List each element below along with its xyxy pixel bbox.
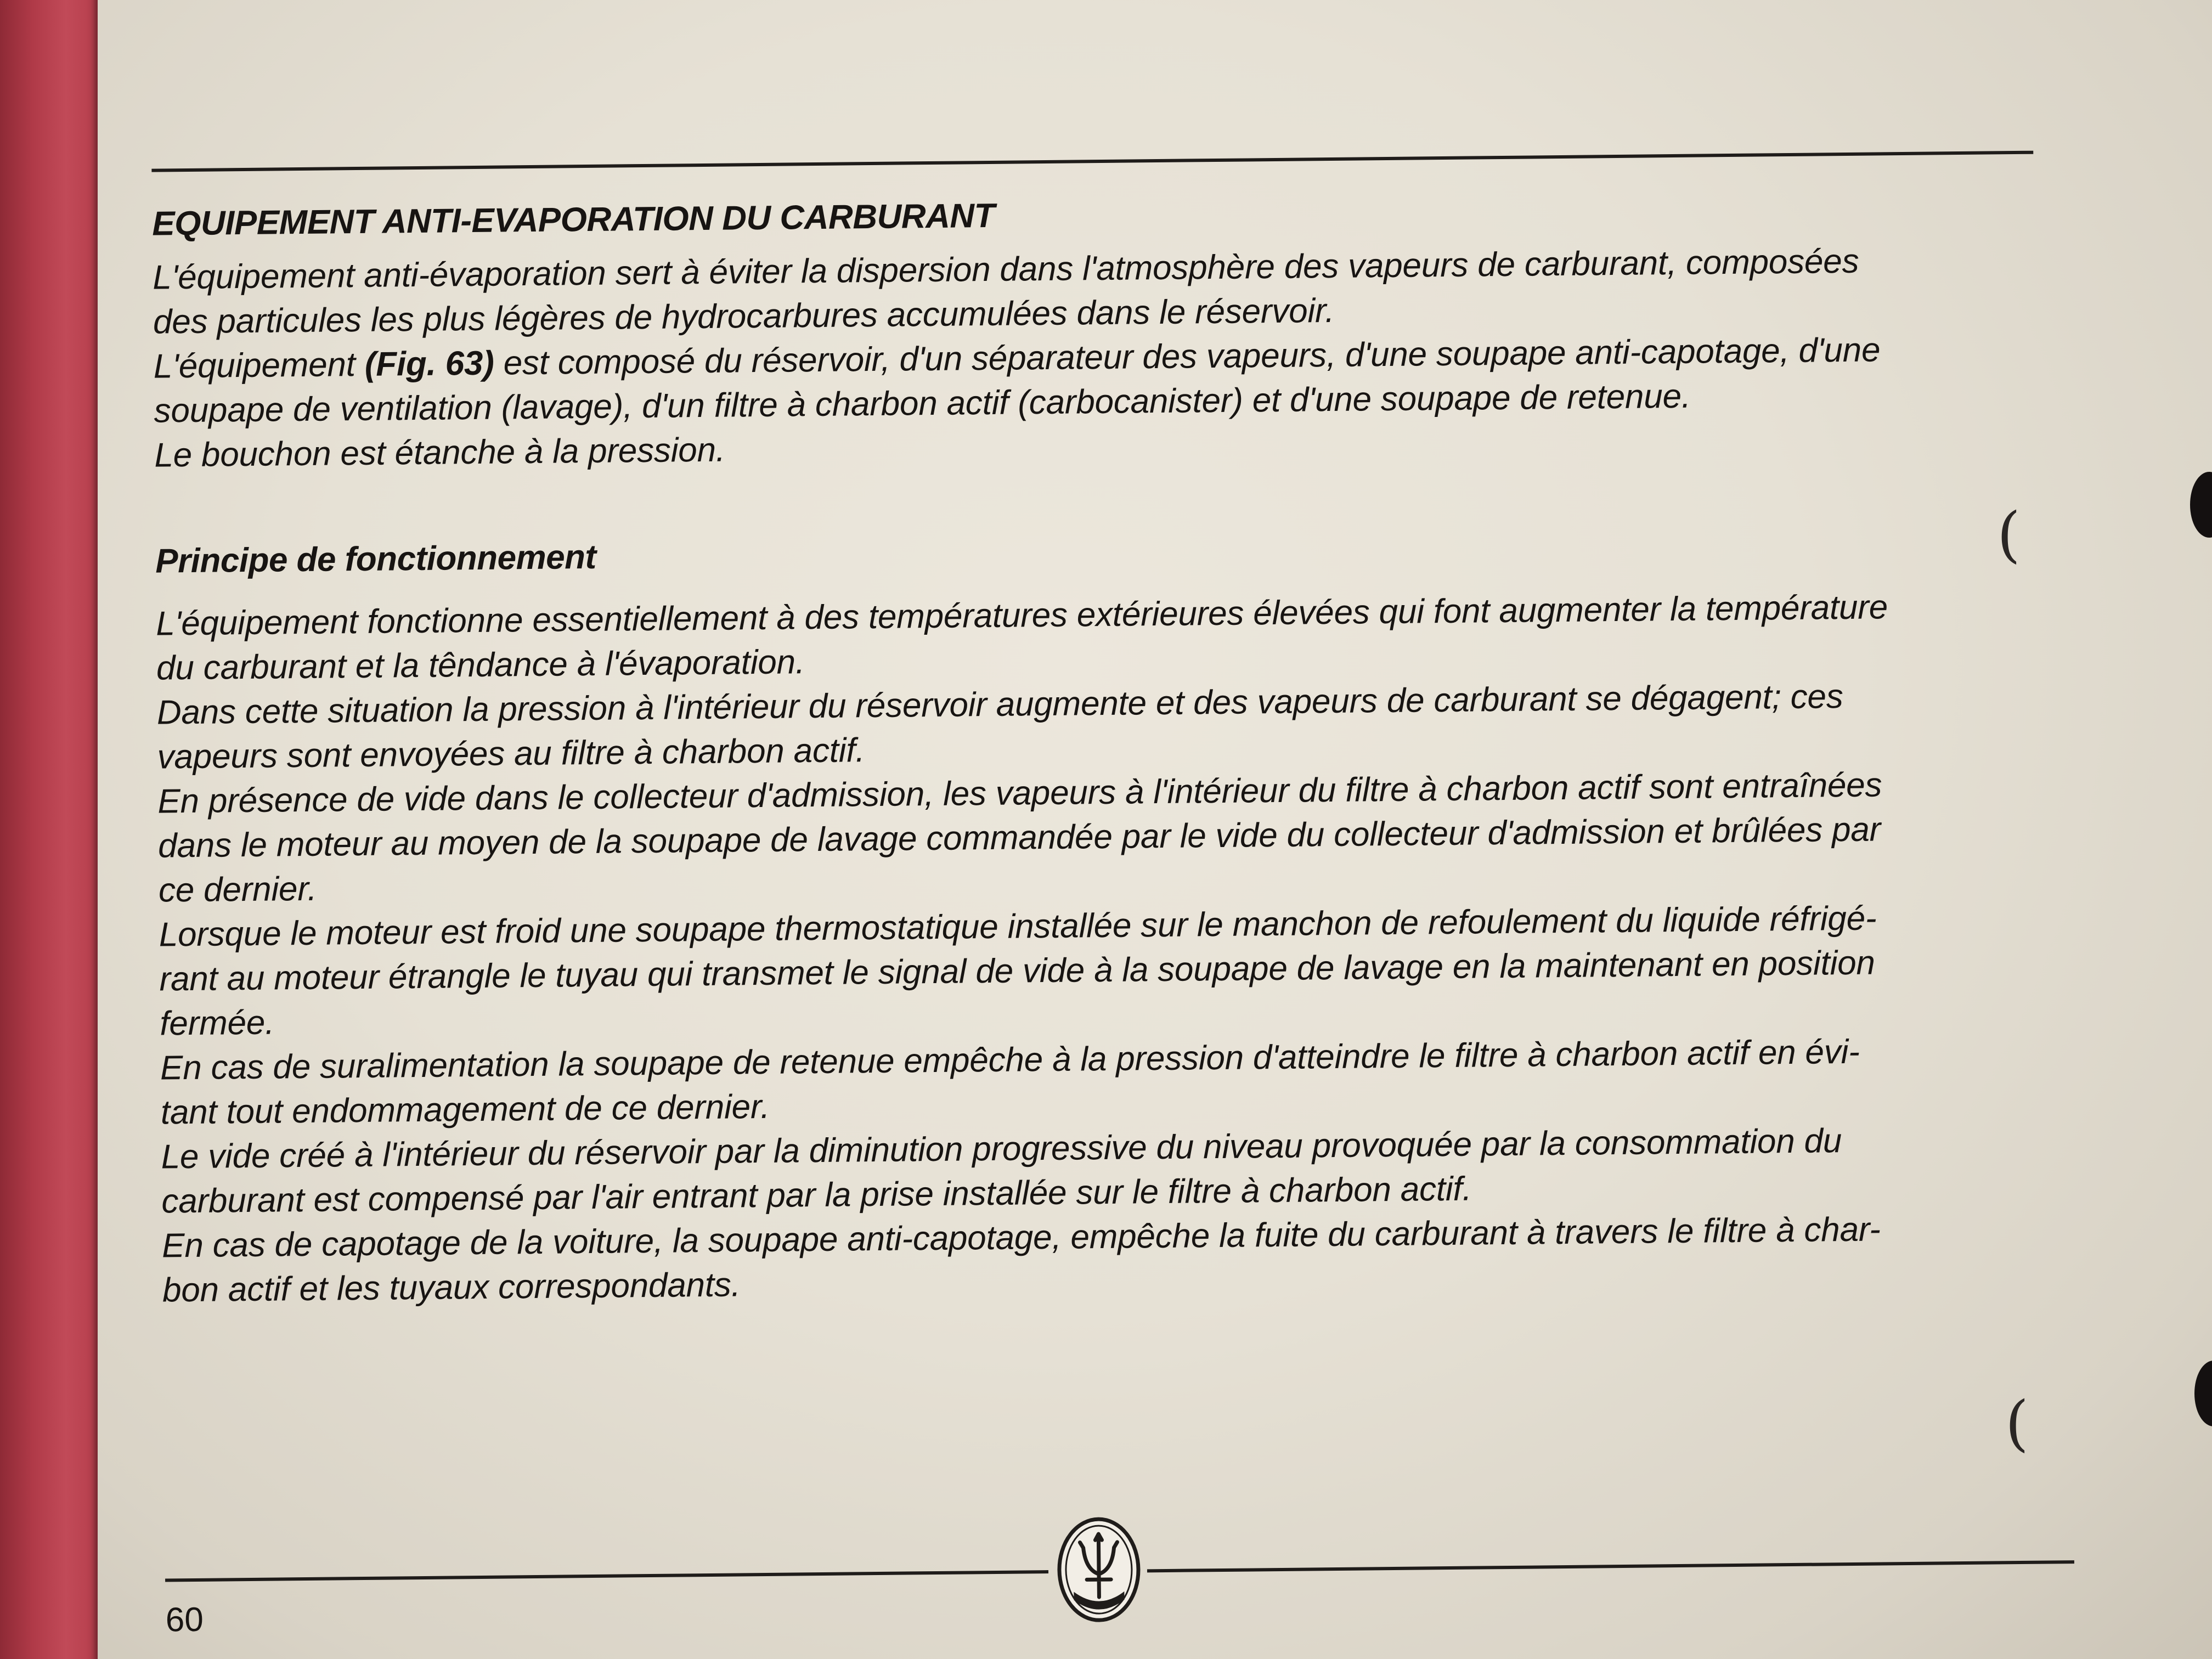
paragraph-line: Le vide créé à l'intérieur du réservoir par la diminution progressive du niveau provoquée par la consommation du (161, 1122, 1842, 1176)
paragraph-line: vapeurs sont envoyées au filtre à charbon actif. (157, 731, 865, 776)
section-principe (155, 523, 2061, 1312)
paragraph-line: carburant est compensé par l'air entrant par la prise installée sur le filtre à charbon actif. (161, 1170, 1472, 1221)
paragraph-line: tant tout endommagement de ce dernier. (160, 1087, 770, 1132)
margin-mark: ( (2005, 1388, 2029, 1458)
paragraph-line: En cas de suralimentation la soupape de retenue empêche à la pression d'atteindre le filtre à charbon actif en évi- (160, 1032, 1860, 1087)
paragraph-line: dans le moteur au moyen de la soupape de lavage commandée par le vide du collecteur d'admission et brûlées par (157, 810, 1881, 865)
footer-rule-left (165, 1570, 1048, 1582)
section-anti-evaporation (152, 186, 2053, 477)
page-content (139, 0, 2185, 1659)
page-number: 60 (165, 1600, 204, 1639)
paragraph-line: Le bouchon est étanche à la pression. (154, 431, 726, 475)
margin-mark: ( (1997, 499, 2021, 569)
paragraph-line: L'équipement fonctionne essentiellement à des températures extérieures élevées qui font augmenter la température (156, 588, 1888, 643)
paragraph-line: soupape de ventilation (lavage), d'un filtre à charbon actif (carbocanister) et d'une soupape de retenue. (154, 377, 1691, 430)
paragraph-line: L'équipement anti-évaporation sert à éviter la dispersion dans l'atmosphère des vapeurs de carburant, composées (152, 242, 1859, 297)
text-span: est composé du réservoir, d'un séparateur des vapeurs, d'une soupape anti-capotage, d'une (494, 331, 1881, 382)
paragraph-line: du carburant et la têndance à l'évaporation. (156, 643, 805, 687)
paragraph-line: Dans cette situation la pression à l'intérieur du réservoir augmente et des vapeurs de carburant se dégagent; ces (156, 678, 1843, 732)
paragraph-line: ce dernier. (158, 870, 317, 910)
figure-reference: (Fig. 63) (364, 344, 494, 383)
paragraph-line: Lorsque le moteur est froid une soupape thermostatique installée sur le manchon de refoulement du liquide réfrigé- (159, 899, 1877, 954)
paragraph-line: rant au moteur étrangle le tuyau qui transmet le signal de vide à la soupape de lavage en la maintenant en position (159, 944, 1876, 998)
trident-emblem-icon (1054, 1514, 1143, 1625)
section-heading: Principe de fonctionnement (155, 538, 596, 580)
paragraph-line: En cas de capotage de la voiture, la soupape anti-capotage, empêche la fuite du carburant à travers le filtre à char- (161, 1210, 1881, 1265)
text-span: L'équipement (153, 345, 365, 386)
paragraph-line: des particules les plus légères de hydrocarbures accumulées dans le réservoir. (153, 291, 1335, 341)
footer-rule-right (1147, 1560, 2074, 1572)
section-heading: EQUIPEMENT ANTI-EVAPORATION DU CARBURANT (152, 196, 995, 243)
paragraph-line: En présence de vide dans le collecteur d'admission, les vapeurs à l'intérieur du filtre à charbon actif sont entraînées (157, 766, 1882, 821)
manual-page (98, 0, 2212, 1659)
header-rule (151, 151, 2033, 172)
paragraph-line: fermée. (160, 1003, 275, 1043)
paragraph-line: bon actif et les tuyaux correspondants. (162, 1266, 741, 1310)
